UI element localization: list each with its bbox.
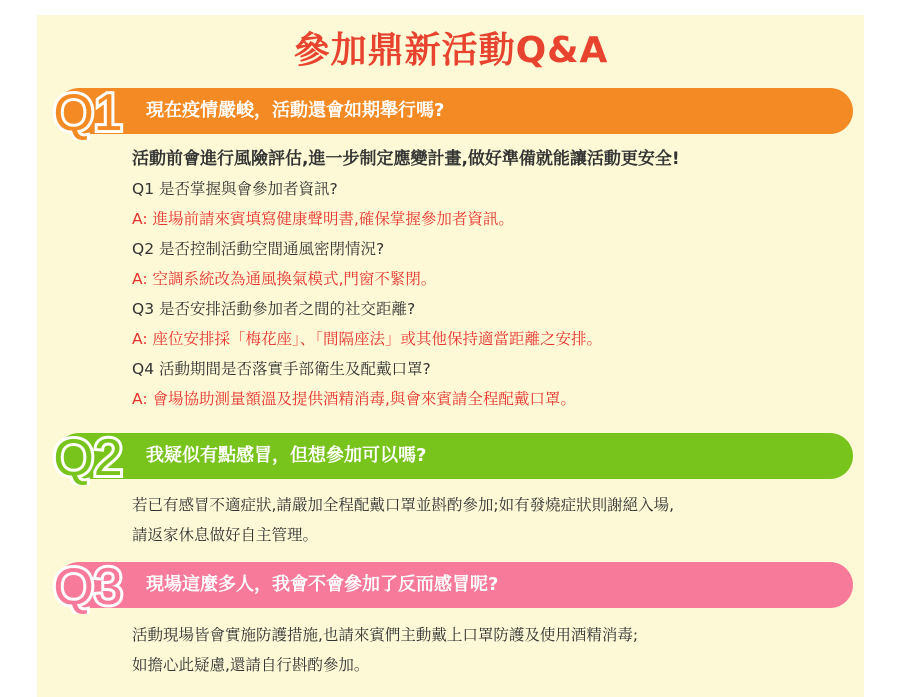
badge-outline-icon <box>46 554 130 614</box>
q2-badge <box>46 425 130 485</box>
question-1-bar <box>53 84 853 140</box>
q1-sub-q3: Q3 是否安排活動參加者之間的社交距離? <box>132 300 416 318</box>
q3-answer-line-1: 活動現場皆會實施防護措施,也請來賓們主動戴上口罩防護及使用酒精消毒; <box>132 626 639 644</box>
q2-badge-text: Q2 <box>53 429 123 485</box>
q3-question: 現場這麼多人，我會不會參加了反而感冒呢? <box>146 574 499 595</box>
q1-sub-a4: A: 會場協助測量額溫及提供酒精消毒,與會來賓請全程配戴口罩。 <box>132 390 576 408</box>
q1-badge-text: Q1 <box>53 84 123 140</box>
page-title: 參加鼎新活動Q&A <box>293 30 609 71</box>
q2-question: 我疑似有點感冒，但想參加可以嗎? <box>146 445 427 466</box>
badge-outline-icon <box>46 425 130 485</box>
q1-sub-q2: Q2 是否控制活動空間通風密閉情況? <box>132 240 385 258</box>
question-3-bar <box>53 558 853 614</box>
q3-badge <box>46 554 130 614</box>
q3-answer-line-2: 如擔心此疑慮,還請自行斟酌參加。 <box>132 656 370 674</box>
q1-sub-q1: Q1 是否掌握與會參加者資訊? <box>132 180 338 198</box>
q3-badge-text: Q3 <box>53 558 123 614</box>
q1-question: 現在疫情嚴峻，活動還會如期舉行嗎? <box>146 100 445 121</box>
q2-answer-line-2: 請返家休息做好自主管理。 <box>132 526 319 544</box>
q2-answer-line-1: 若已有感冒不適症狀,請嚴加全程配戴口罩並斟酌參加;如有發燒症狀則謝絕入場, <box>132 496 675 514</box>
q1-answer-block <box>132 144 680 414</box>
q1-badge <box>46 80 130 140</box>
q2-answer-block <box>132 490 674 550</box>
q1-lead: 活動前會進行風險評估,進一步制定應變計畫,做好準備就能讓活動更安全! <box>132 149 680 169</box>
badge-outline-icon <box>46 80 130 140</box>
question-2-bar <box>53 429 853 485</box>
q1-sub-a1: A: 進場前請來賓填寫健康聲明書,確保掌握參加者資訊。 <box>132 210 514 228</box>
q1-sub-a2: A: 空調系統改為通風換氣模式,門窗不緊閉。 <box>132 270 437 288</box>
q3-answer-block <box>132 620 638 680</box>
q1-sub-q4: Q4 活動期間是否落實手部衛生及配戴口罩? <box>132 360 431 378</box>
q1-sub-a3: A: 座位安排採「梅花座」、「間隔座法」或其他保持適當距離之安排。 <box>132 330 602 348</box>
